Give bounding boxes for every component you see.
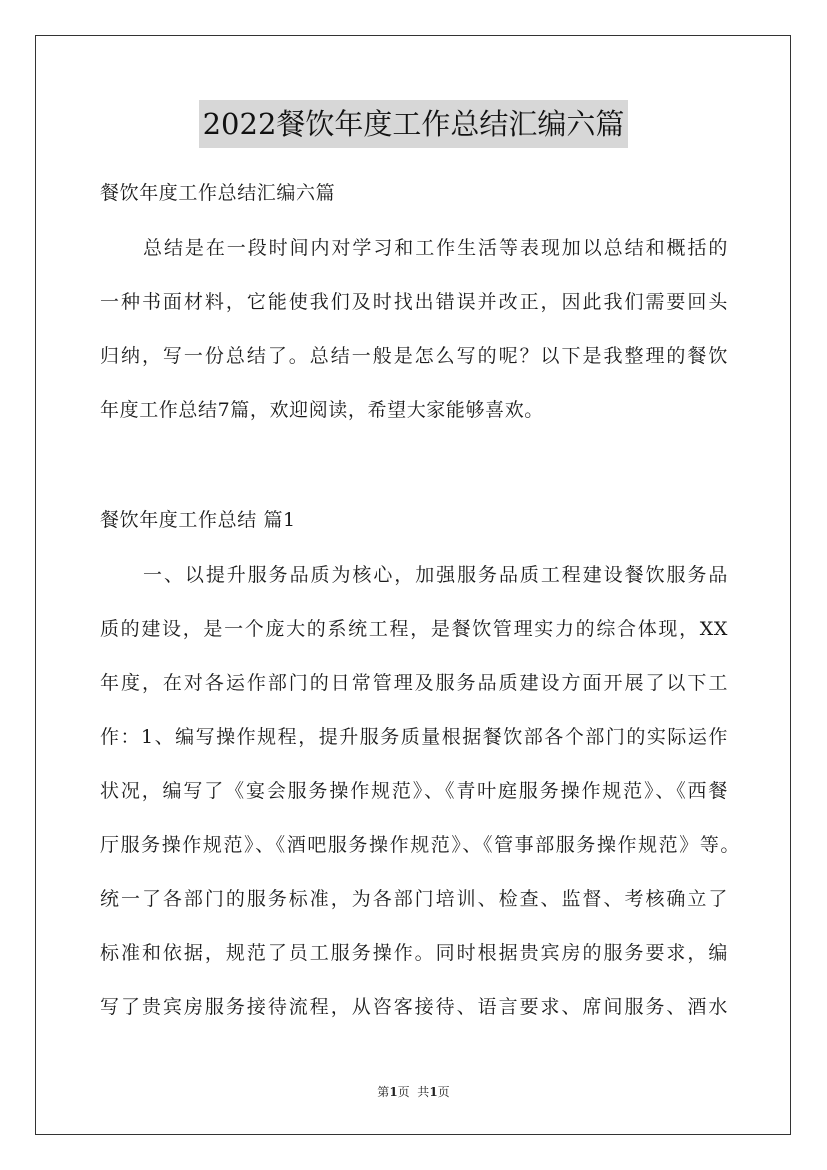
intro-line: 一种书面材料，它能使我们及时找出错误并改正，因此我们需要回头 bbox=[100, 291, 728, 313]
section-heading: 餐饮年度工作总结 篇1 bbox=[100, 509, 296, 531]
body-line: 写了贵宾房服务接待流程，从咨客接待、语言要求、席间服务、酒水 bbox=[100, 996, 728, 1018]
title-container bbox=[0, 100, 827, 148]
body-line: 作：1、编写操作规程，提升服务质量根据餐饮部各个部门的实际运作 bbox=[100, 726, 728, 748]
footer-page-total: 1 bbox=[429, 1085, 438, 1099]
footer-prefix: 第 bbox=[377, 1085, 390, 1099]
intro-line: 总结是在一段时间内对学习和工作生活等表现加以总结和概括的 bbox=[143, 237, 728, 259]
footer-suffix: 页 bbox=[437, 1085, 450, 1099]
page-footer bbox=[0, 1083, 827, 1101]
intro-line: 年度工作总结7篇，欢迎阅读，希望大家能够喜欢。 bbox=[100, 399, 544, 421]
document-subtitle: 餐饮年度工作总结汇编六篇 bbox=[100, 182, 336, 204]
body-line: 一、以提升服务品质为核心，加强服务品质工程建设餐饮服务品 bbox=[143, 564, 728, 586]
body-line: 年度，在对各运作部门的日常管理及服务品质建设方面开展了以下工 bbox=[100, 672, 728, 694]
body-line: 状况，编写了《宴会服务操作规范》、《青叶庭服务操作规范》、《西餐 bbox=[100, 780, 728, 802]
footer-page-number: 1 bbox=[389, 1085, 398, 1099]
body-line: 厅服务操作规范》、《酒吧服务操作规范》、《管事部服务操作规范》等。 bbox=[100, 834, 740, 856]
body-line: 标准和依据，规范了员工服务操作。同时根据贵宾房的服务要求，编 bbox=[100, 942, 728, 964]
footer-middle: 页 共 bbox=[397, 1085, 430, 1099]
body-line: 统一了各部门的服务标准，为各部门培训、检查、监督、考核确立了 bbox=[100, 888, 728, 910]
intro-line: 归纳，写一份总结了。总结一般是怎么写的呢？以下是我整理的餐饮 bbox=[100, 345, 728, 367]
document-title: 2022餐饮年度工作总结汇编六篇 bbox=[199, 100, 629, 148]
body-line: 质的建设，是一个庞大的系统工程，是餐饮管理实力的综合体现，XX bbox=[100, 618, 728, 640]
